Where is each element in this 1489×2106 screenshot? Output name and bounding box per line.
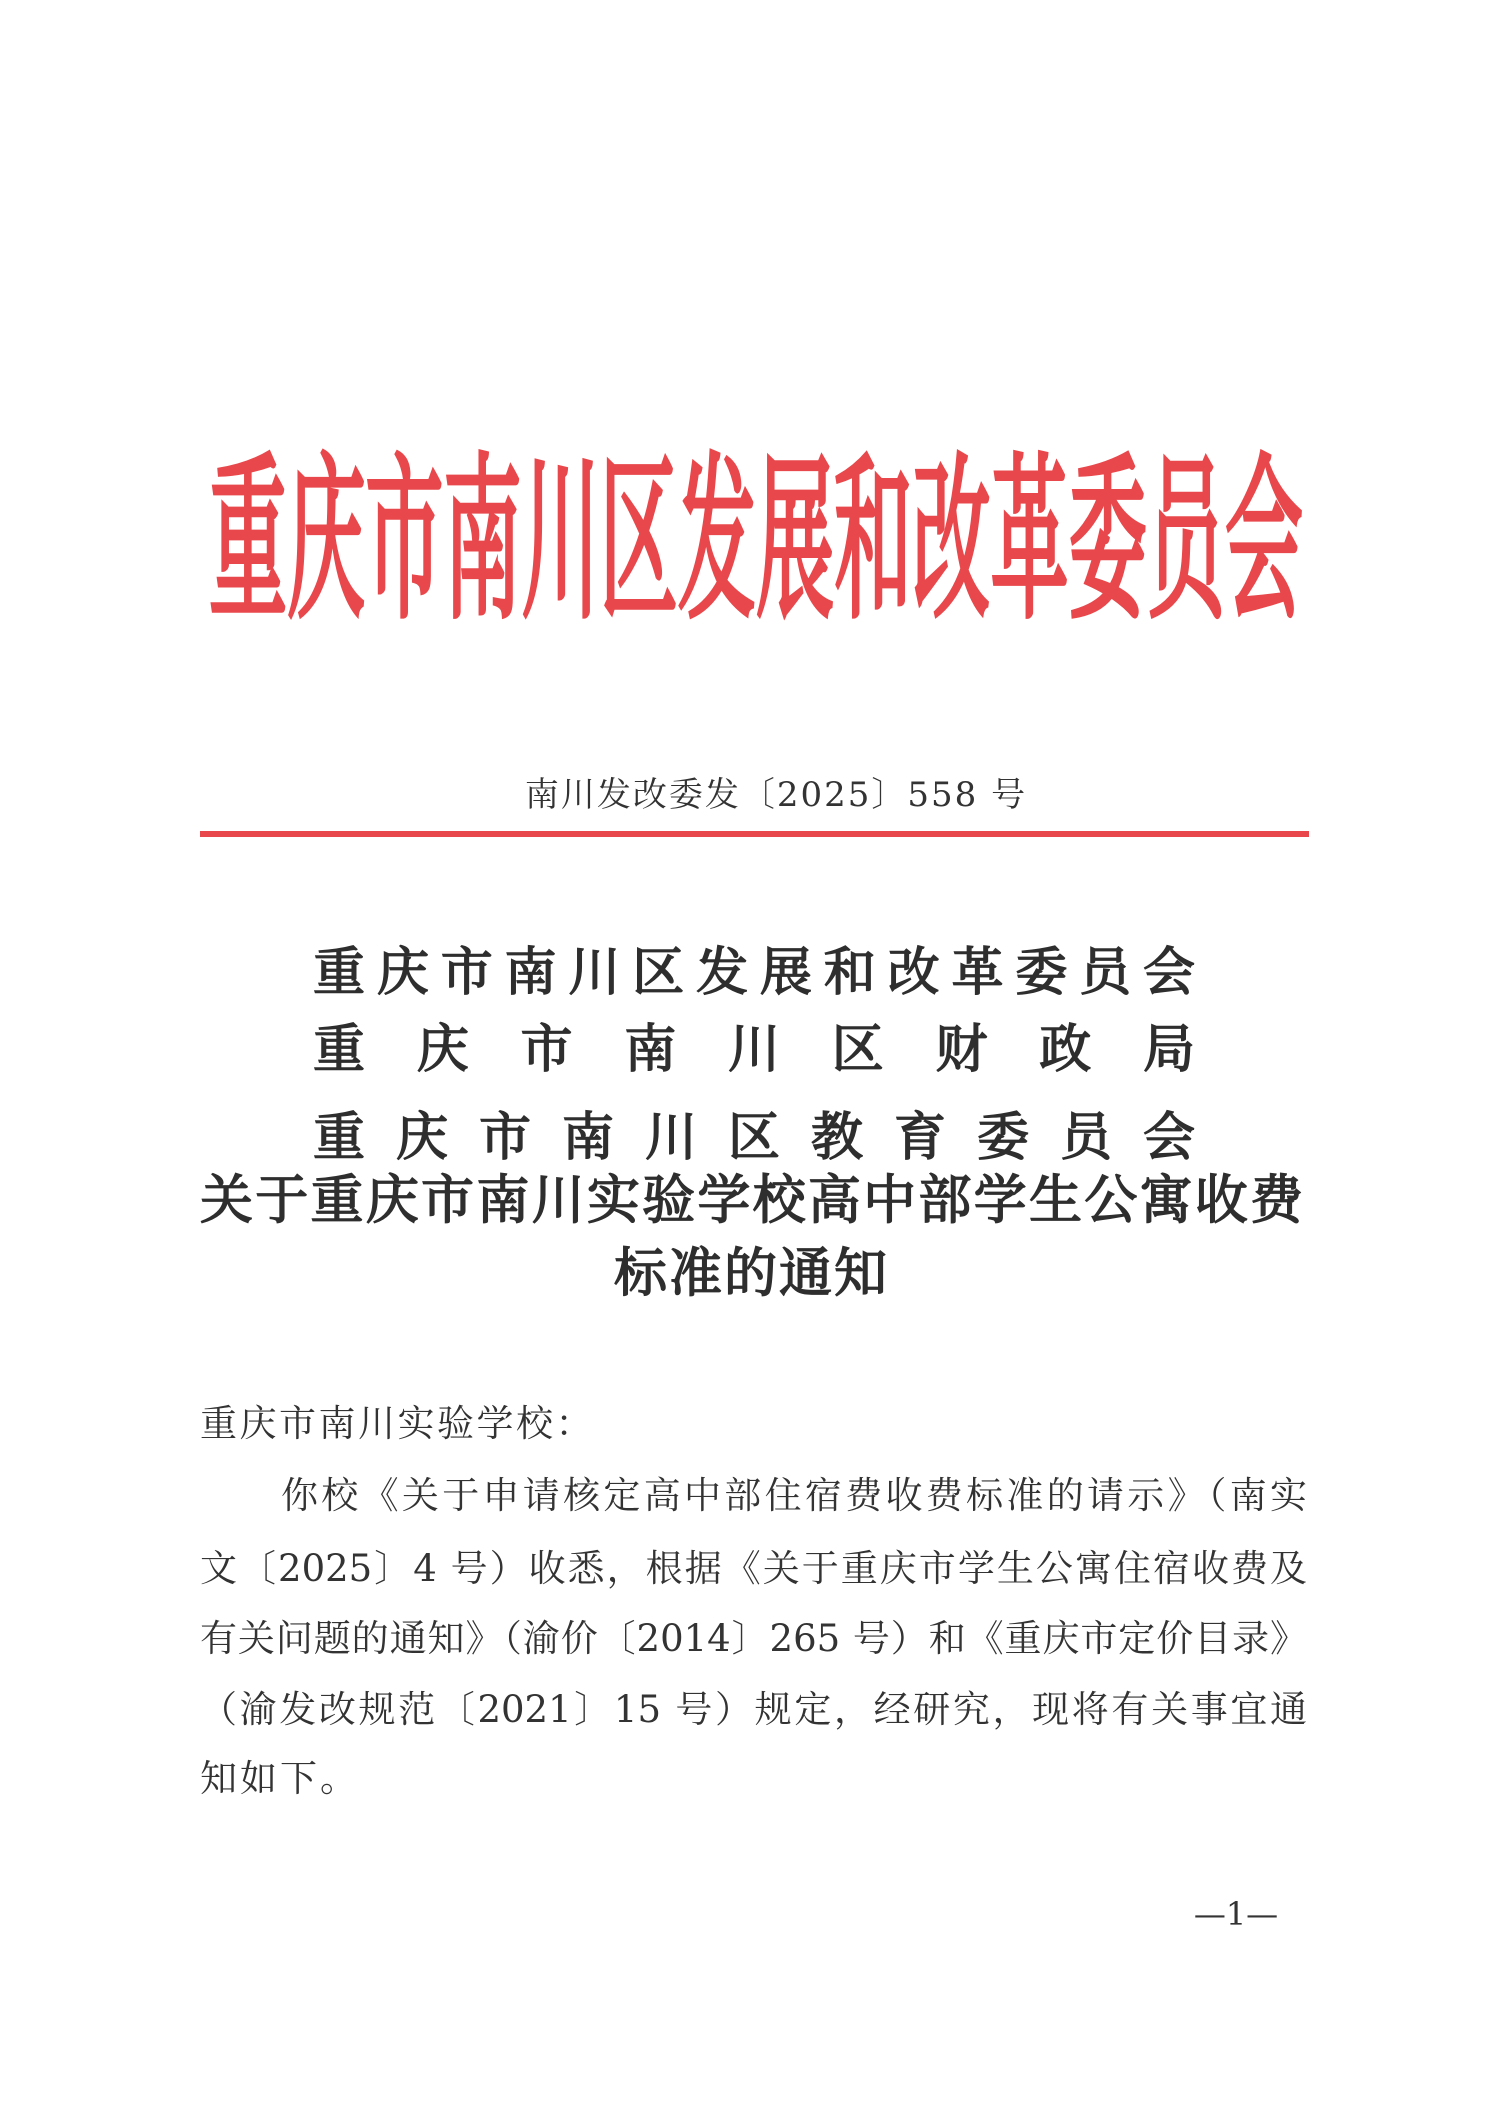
body-paragraph-line: 有关问题的通知》（渝价〔2014〕265 号）和《重庆市定价目录》	[200, 1617, 1307, 1660]
title-subject-line: 关于重庆市南川实验学校高中部学生公寓收费	[200, 1169, 1303, 1231]
body-paragraph-line: 知如下。	[200, 1757, 360, 1800]
title-issuer-education-committee: 重庆市南川区教育委员会	[313, 1107, 1195, 1168]
title-issuer-development-reform: 重庆市南川区发展和改革委员会	[313, 942, 1195, 1003]
body-paragraph-line: 你校《关于申请核定高中部住宿费收费标准的请示》（南实	[281, 1474, 1307, 1517]
document-number: 南川发改委发〔2025〕558 号	[524, 775, 1028, 815]
issuer-banner	[209, 440, 1303, 635]
red-divider-rule	[200, 831, 1309, 837]
salutation: 重庆市南川实验学校：	[200, 1402, 595, 1445]
body-paragraph-line: 文〔2025〕4 号）收悉，根据《关于重庆市学生公寓住宿收费及	[200, 1547, 1307, 1590]
title-subject-line: 标准的通知	[614, 1242, 889, 1304]
issuer-banner-text: 重庆市南川区发展和改革委员会	[209, 440, 1303, 635]
body-paragraph-line: （渝发改规范〔2021〕15 号）规定，经研究，现将有关事宜通	[200, 1688, 1307, 1731]
issuer-banner-svg	[209, 440, 1303, 635]
page-number: —1—	[1193, 1895, 1279, 1933]
title-issuer-finance-bureau: 重庆市南川区财政局	[313, 1019, 1195, 1080]
